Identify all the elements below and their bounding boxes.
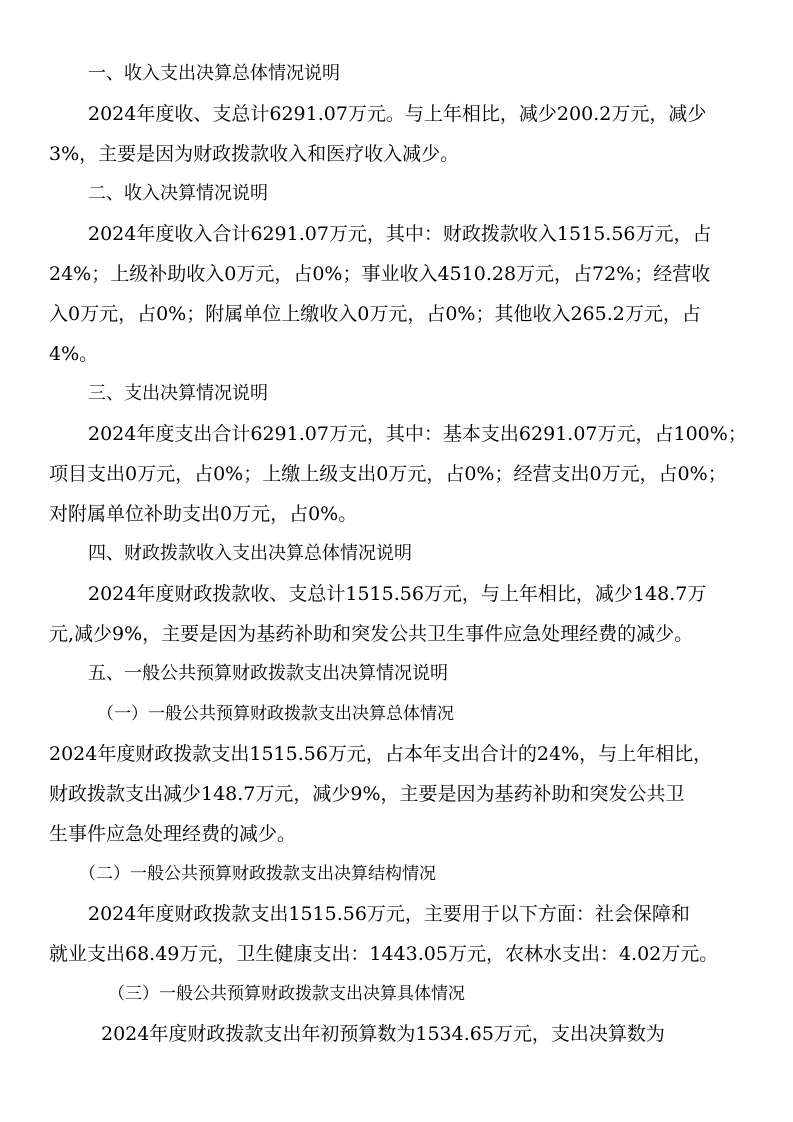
- paragraph-line: 24%；上级补助收入0万元，占0%；事业收入4510.28万元，占72%；经营收: [49, 263, 711, 285]
- paragraph-line: 入0万元，占0%；附属单位上缴收入0万元，占0%；其他收入265.2万元，占: [49, 303, 701, 325]
- paragraph-line: 2024年度财政拨款支出1515.56万元，占本年支出合计的24%，与上年相比，: [49, 743, 713, 765]
- paragraph-line: 2024年度财政拨款支出1515.56万元，主要用于以下方面：社会保障和: [88, 903, 690, 925]
- paragraph-line: 2024年度财政拨款收、支总计1515.56万元，与上年相比，减少148.7万: [88, 583, 707, 605]
- section-heading-4: 四、财政拨款收入支出决算总体情况说明: [88, 543, 412, 564]
- paragraph-line: 生事件应急处理经费的减少。: [49, 823, 297, 845]
- paragraph-line: 对附属单位补助支出0万元，占0%。: [49, 503, 358, 525]
- paragraph-line: 项目支出0万元，占0%；上缴上级支出0万元，占0%；经营支出0万元，占0%；: [49, 463, 727, 485]
- paragraph-line: 财政拨款支出减少148.7万元，减少9%，主要是因为基药补助和突发公共卫: [49, 783, 685, 805]
- section-heading-1: 一、收入支出决算总体情况说明: [88, 63, 340, 84]
- paragraph-line: 元,减少9%，主要是因为基药补助和突发公共卫生事件应急处理经费的减少。: [49, 623, 694, 645]
- paragraph-line: 就业支出68.49万元，卫生健康支出：1443.05万元，农林水支出：4.02万元。: [49, 943, 719, 965]
- paragraph-line: 4%。: [49, 343, 99, 365]
- subsection-heading-1: （一）一般公共预算财政拨款支出决算总体情况: [97, 704, 454, 724]
- paragraph-line: 2024年度支出合计6291.07万元，其中：基本支出6291.07万元，占100%；: [88, 423, 747, 445]
- subsection-heading-3: （三）一般公共预算财政拨款支出决算具体情况: [108, 984, 465, 1004]
- paragraph-line: 2024年度财政拨款支出年初预算数为1534.65万元，支出决算数为: [101, 1023, 665, 1045]
- paragraph-line: 2024年度收、支总计6291.07万元。与上年相比，减少200.2万元，减少: [88, 103, 707, 125]
- paragraph-line: 2024年度收入合计6291.07万元，其中：财政拨款收入1515.56万元，占: [88, 223, 712, 245]
- section-heading-2: 二、收入决算情况说明: [88, 183, 268, 204]
- subsection-heading-2: （二）一般公共预算财政拨款支出决算结构情况: [79, 864, 436, 884]
- paragraph-line: 3%，主要是因为财政拨款收入和医疗收入减少。: [49, 143, 460, 165]
- section-heading-5: 五、一般公共预算财政拨款支出决算情况说明: [88, 663, 448, 684]
- section-heading-3: 三、支出决算情况说明: [88, 383, 268, 404]
